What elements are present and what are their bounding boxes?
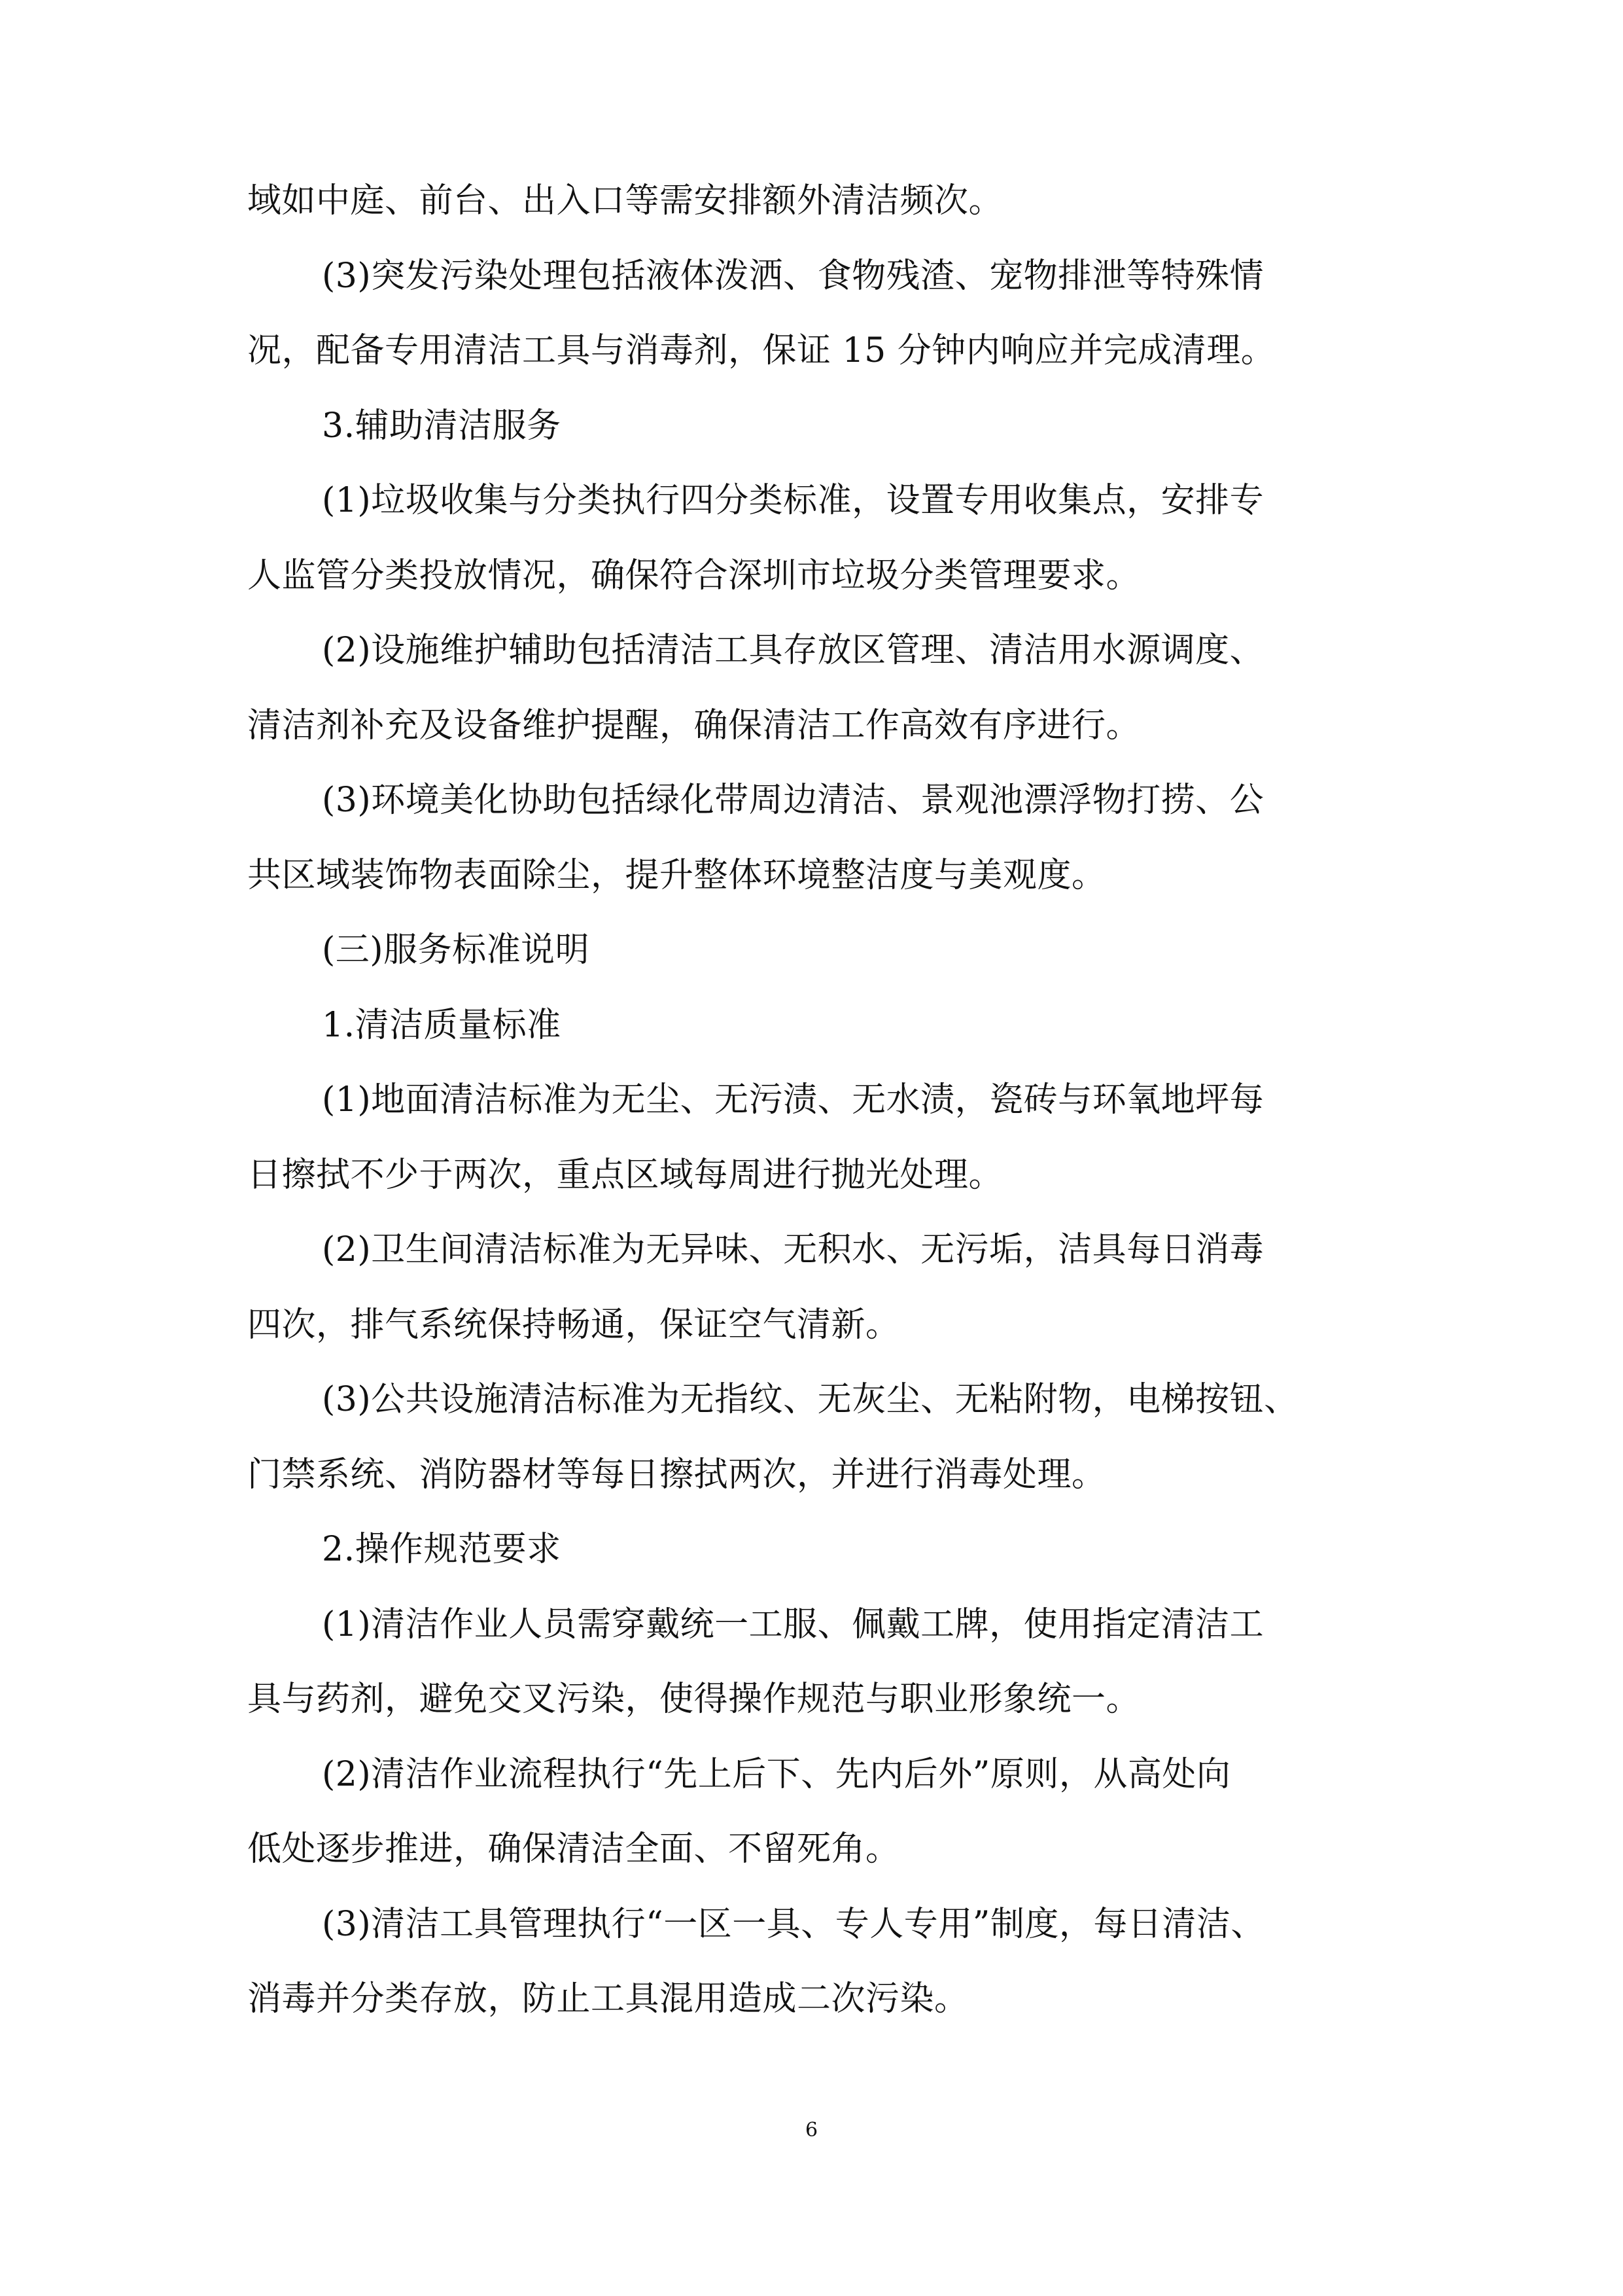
subsection-heading: 2.操作规范要求 <box>322 1530 561 1569</box>
text-line: 具与药剂，避免交叉污染，使得操作规范与职业形象统一。 <box>247 1680 1141 1719</box>
text-line: (1)清洁作业人员需穿戴统一工服、佩戴工牌，使用指定清洁工 <box>322 1604 1265 1644</box>
text-line: (2)卫生间清洁标准为无异味、无积水、无污垢，洁具每日消毒 <box>322 1230 1265 1269</box>
text-line: (1)地面清洁标准为无尘、无污渍、无水渍，瓷砖与环氧地坪每 <box>322 1080 1265 1120</box>
text-line: 四次，排气系统保持畅通，保证空气清新。 <box>247 1305 900 1345</box>
text-line: 日擦拭不少于两次，重点区域每周进行抛光处理。 <box>247 1155 1003 1195</box>
body-text <box>247 164 1399 2037</box>
section-heading: (三)服务标准说明 <box>322 930 590 970</box>
text-line: (3)突发污染处理包括液体泼洒、食物残渣、宠物排泄等特殊情 <box>322 256 1265 296</box>
text-line: (2)设施维护辅助包括清洁工具存放区管理、清洁用水源调度、 <box>322 631 1265 670</box>
text-line: 3.辅助清洁服务 <box>322 406 561 446</box>
subsection-heading: 1.清洁质量标准 <box>322 1005 561 1045</box>
text-line: 消毒并分类存放，防止工具混用造成二次污染。 <box>247 1979 969 2019</box>
text-line: (2)清洁作业流程执行“先上后下、先内后外”原则，从高处向 <box>322 1754 1231 1794</box>
text-line: 人监管分类投放情况，确保符合深圳市垃圾分类管理要求。 <box>247 556 1141 595</box>
text-line: 域如中庭、前台、出入口等需安排额外清洁频次。 <box>247 181 1003 221</box>
text-line: (3)环境美化协助包括绿化带周边清洁、景观池漂浮物打捞、公 <box>322 781 1265 820</box>
text-line: (3)公共设施清洁标准为无指纹、无灰尘、无粘附物，电梯按钮、 <box>322 1380 1299 1419</box>
text-line: (1)垃圾收集与分类执行四分类标准，设置专用收集点，安排专 <box>322 481 1265 520</box>
text-line: (3)清洁工具管理执行“一区一具、专人专用”制度，每日清洁、 <box>322 1904 1265 1944</box>
text-line: 低处逐步推进，确保清洁全面、不留死角。 <box>247 1829 900 1869</box>
text-line: 共区域装饰物表面除尘，提升整体环境整洁度与美观度。 <box>247 855 1106 895</box>
text-line: 门禁系统、消防器材等每日擦拭两次，并进行消毒处理。 <box>247 1455 1106 1494</box>
page-number: 6 <box>805 2119 818 2142</box>
text-line: 清洁剂补充及设备维护提醒，确保清洁工作高效有序进行。 <box>247 705 1141 745</box>
text-line: 况，配备专用清洁工具与消毒剂，保证 15 分钟内响应并完成清理。 <box>247 331 1276 370</box>
